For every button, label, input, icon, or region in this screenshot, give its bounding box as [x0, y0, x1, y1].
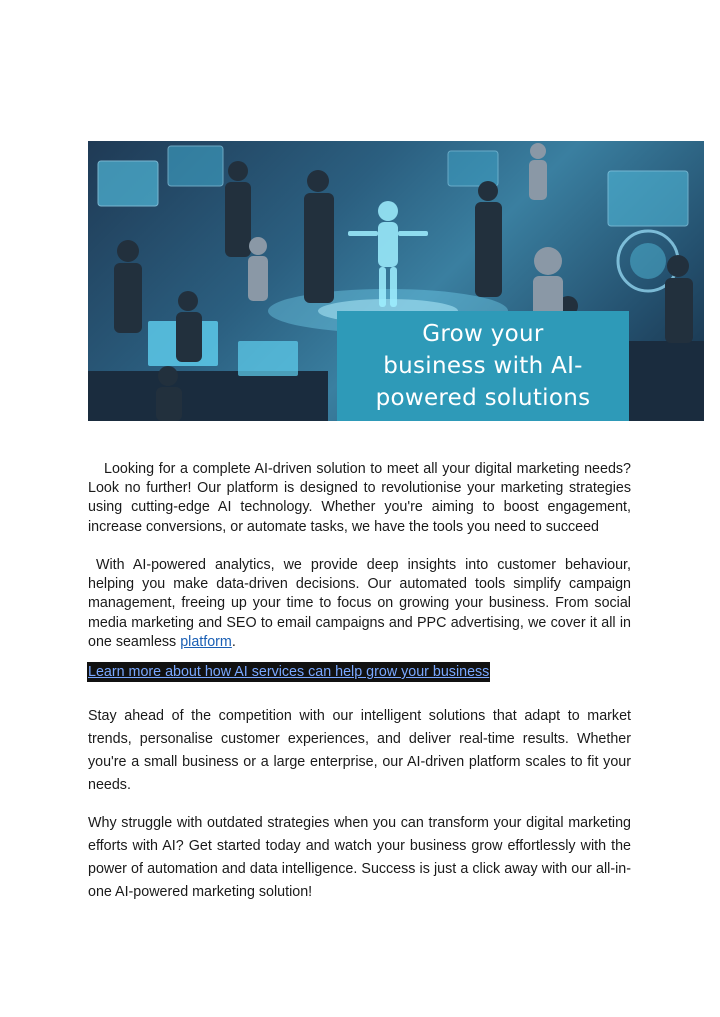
paragraph-analytics	[88, 556, 631, 652]
paragraph-transform: Why struggle with outdated strategies when you can transform your digital marketing efforts with AI? Get started today and watch your business grow effortlessly with the power of automation and data intelligence. Success is just a click away with our all-in-one AI-powered marketing solution!	[88, 815, 631, 900]
cta-banner	[87, 662, 490, 682]
paragraph-analytics-text: With AI-powered analytics, we provide deep insights into customer behaviour, helping you make data-driven decisions. Our automated tools simplify campaign management, freeing up your time to focus on growing your business. From social media marketing and SEO to email campaigns and PPC advertising, we cover it all in one seamless	[88, 557, 631, 650]
platform-link[interactable]: platform	[180, 633, 232, 650]
learn-more-link[interactable]: Learn more about how AI services can help grow your business	[88, 664, 490, 680]
hero-image	[88, 141, 704, 421]
hero-banner	[337, 311, 629, 421]
hero-banner-line: business with AI-	[383, 353, 583, 379]
hero-banner-line: Grow your	[422, 321, 544, 347]
paragraph-competition: Stay ahead of the competition with our intelligent solutions that adapt to market trends, personalise customer experiences, and deliver real-time results. Whether you're a small business or a large enterprise, our AI-driven platform scales to fit your needs.	[88, 708, 631, 793]
paragraph-analytics-end: .	[231, 633, 236, 650]
paragraph-intro: Looking for a complete AI-driven solution to meet all your digital marketing needs? Look no further! Our platform is designed to revolutionise your marketing strategies using cutting-edge AI technology. Whether you're aiming to boost engagement, increase conversions, or automate tasks, we have the tools you need to succeed	[88, 461, 631, 535]
hero-banner-line: powered solutions	[375, 385, 591, 411]
